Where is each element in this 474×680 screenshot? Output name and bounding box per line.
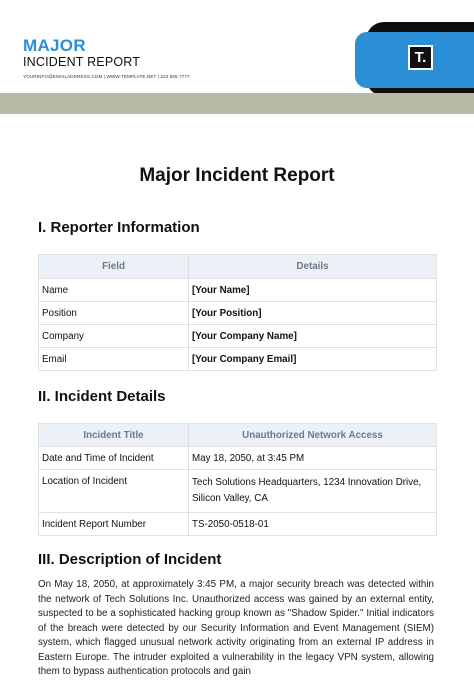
table-row bbox=[39, 447, 437, 470]
brand-subtitle: INCIDENT REPORT bbox=[23, 55, 141, 69]
row-field: Email bbox=[39, 348, 189, 371]
table-row bbox=[39, 513, 437, 536]
contact-line: YOURINFO@EMAILADDRESS.COM | WWW.TEMPLATE.NET | 222 555 7777 bbox=[23, 74, 190, 79]
table-row bbox=[39, 279, 437, 302]
section-heading-reporter: I. Reporter Information bbox=[38, 219, 200, 236]
header-band bbox=[0, 93, 474, 114]
row-field: Position bbox=[39, 302, 189, 325]
table-row bbox=[39, 348, 437, 371]
row-field: Incident Report Number bbox=[39, 513, 189, 536]
row-value: TS-2050-0518-01 bbox=[189, 513, 437, 536]
row-value: [Your Company Name] bbox=[189, 325, 437, 348]
section-heading-description: III. Description of Incident bbox=[38, 551, 222, 568]
row-field: Name bbox=[39, 279, 189, 302]
row-value: [Your Company Email] bbox=[189, 348, 437, 371]
table-header-row bbox=[39, 424, 437, 447]
table-header-row bbox=[39, 255, 437, 279]
reporter-table bbox=[38, 254, 437, 371]
column-header-incident-name: Unauthorized Network Access bbox=[189, 424, 437, 447]
table-row bbox=[39, 325, 437, 348]
row-value: [Your Position] bbox=[189, 302, 437, 325]
table-row bbox=[39, 302, 437, 325]
document-header bbox=[0, 0, 474, 93]
column-header-field: Field bbox=[39, 255, 189, 279]
row-field: Location of Incident bbox=[39, 470, 189, 513]
brand-title: MAJOR bbox=[23, 36, 86, 55]
row-field: Date and Time of Incident bbox=[39, 447, 189, 470]
row-field: Company bbox=[39, 325, 189, 348]
row-value: [Your Name] bbox=[189, 279, 437, 302]
column-header-details: Details bbox=[189, 255, 437, 279]
logo-icon: T. bbox=[408, 45, 433, 70]
page-title: Major Incident Report bbox=[139, 165, 335, 186]
description-paragraph: On May 18, 2050, at approximately 3:45 PM, a major security breach was detected within the network of Tech Solutions Inc. Unauthorized access was gained by an external entity, suspected to be a sophisticated hacking group known as "Shadow Spider." Initial indicators of the breach were detected by our Security Information and Event Management (SIEM) system, which flagged unusual network activity originating from an external IP address in Eastern Europe. The intruder exploited a vulnerability in the legacy VPN system, allowing them to bypass authentication protocols and gain bbox=[38, 579, 434, 677]
column-header-incident-title: Incident Title bbox=[39, 424, 189, 447]
table-row bbox=[39, 470, 437, 513]
incident-table bbox=[38, 423, 437, 536]
row-value: Tech Solutions Headquarters, 1234 Innovation Drive, Silicon Valley, CA bbox=[189, 470, 437, 513]
section-heading-incident: II. Incident Details bbox=[38, 388, 166, 405]
row-value: May 18, 2050, at 3:45 PM bbox=[189, 447, 437, 470]
